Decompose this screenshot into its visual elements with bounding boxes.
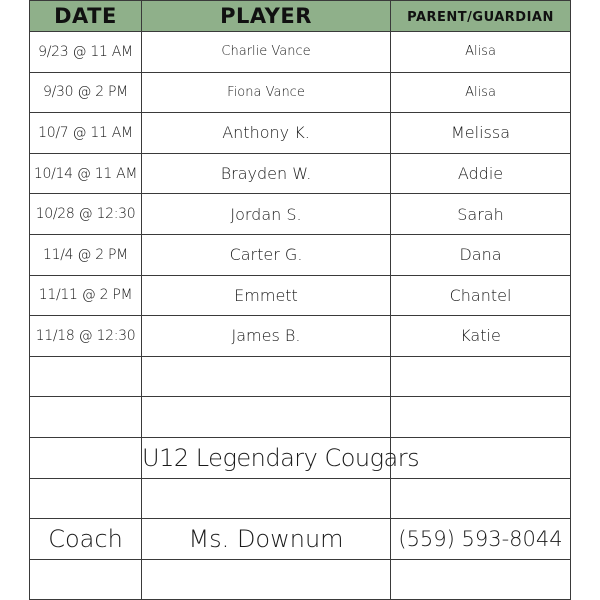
date-cell: 11/4 @ 2 PM: [30, 234, 142, 275]
parent-cell: Melissa: [391, 113, 571, 154]
empty-cell: [30, 559, 142, 600]
team-row: [30, 437, 571, 478]
table-row: [30, 32, 571, 73]
parent-cell: Katie: [391, 316, 571, 357]
parent-cell: Sarah: [391, 194, 571, 235]
player-cell: Jordan S.: [142, 194, 391, 235]
parent-cell: Addie: [391, 153, 571, 194]
date-cell: 10/28 @ 12:30: [30, 194, 142, 235]
player-cell: Emmett: [142, 275, 391, 316]
coach-label: Coach: [30, 519, 142, 560]
coach-phone: (559) 593-8044: [391, 519, 571, 560]
player-cell: James B.: [142, 316, 391, 357]
empty-cell: [391, 478, 571, 519]
parent-cell: Chantel: [391, 275, 571, 316]
empty-row: [30, 356, 571, 397]
empty-cell: [142, 356, 391, 397]
table-row: [30, 72, 571, 113]
empty-cell: [142, 559, 391, 600]
coach-row: [30, 519, 571, 560]
date-cell: 9/30 @ 2 PM: [30, 72, 142, 113]
table-row: [30, 194, 571, 235]
table-row: [30, 153, 571, 194]
empty-cell: [142, 397, 391, 438]
empty-cell: [391, 356, 571, 397]
date-cell: 9/23 @ 11 AM: [30, 32, 142, 73]
empty-cell: [391, 559, 571, 600]
date-column-header: DATE: [30, 1, 142, 32]
date-cell: 10/7 @ 11 AM: [30, 113, 142, 154]
date-cell: 10/14 @ 11 AM: [30, 153, 142, 194]
empty-cell: [30, 356, 142, 397]
empty-row: [30, 397, 571, 438]
parent-cell: Alisa: [391, 32, 571, 73]
header-row: [30, 1, 571, 32]
table-row: [30, 234, 571, 275]
parent-cell: Alisa: [391, 72, 571, 113]
empty-row: [30, 559, 571, 600]
player-cell: Fiona Vance: [142, 72, 391, 113]
date-cell: 11/18 @ 12:30: [30, 316, 142, 357]
coach-name: Ms. Downum: [142, 519, 391, 560]
parent-column-header: PARENT/GUARDIAN: [391, 1, 571, 32]
empty-row: [30, 478, 571, 519]
player-cell: Brayden W.: [142, 153, 391, 194]
empty-cell: [391, 397, 571, 438]
empty-cell: [30, 478, 142, 519]
schedule-table: [29, 0, 571, 600]
player-cell: Anthony K.: [142, 113, 391, 154]
empty-cell: [30, 437, 142, 478]
player-column-header: PLAYER: [142, 1, 391, 32]
player-cell: Carter G.: [142, 234, 391, 275]
parent-cell: Dana: [391, 234, 571, 275]
player-cell: Charlie Vance: [142, 32, 391, 73]
date-cell: 11/11 @ 2 PM: [30, 275, 142, 316]
table-row: [30, 316, 571, 357]
table-row: [30, 113, 571, 154]
table-row: [30, 275, 571, 316]
empty-cell: [142, 478, 391, 519]
empty-cell: [30, 397, 142, 438]
snack-schedule-sheet: [29, 0, 570, 600]
team-name: U12 Legendary Cougars: [142, 437, 391, 478]
